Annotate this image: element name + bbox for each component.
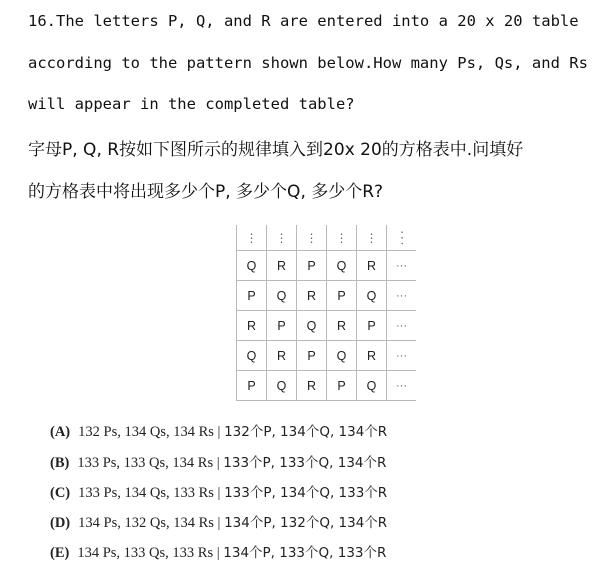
grid-cell: Q	[297, 311, 327, 341]
choice-separator: |	[217, 485, 221, 501]
grid-cell: P	[327, 281, 357, 311]
pattern-table	[236, 225, 416, 401]
question-cn-line-2: 的方格表中将出现多少个P, 多少个Q, 多少个R?	[28, 182, 384, 202]
choice-separator: |	[217, 424, 221, 440]
diagdots-cell	[387, 225, 417, 251]
choice-e	[50, 541, 386, 562]
grid-cell: Q	[237, 251, 267, 281]
grid-cell: P	[297, 251, 327, 281]
ellipsis-cell: ···	[387, 311, 417, 341]
ellipsis-cell: ···	[387, 281, 417, 311]
ellipsis-cell: ···	[387, 371, 417, 401]
table-row-dots	[237, 225, 417, 251]
question-line-2: according to the pattern shown below.How many Ps, Qs, and Rs	[28, 54, 588, 72]
grid-cell: R	[327, 311, 357, 341]
choice-c	[50, 481, 387, 502]
vdots-cell: ⋮	[297, 225, 327, 251]
choice-separator: |	[216, 455, 220, 471]
grid-cell: Q	[267, 371, 297, 401]
choice-letter: (D)	[50, 515, 71, 531]
choice-letter: (A)	[50, 424, 71, 440]
grid-cell: P	[267, 311, 297, 341]
grid-cell: R	[297, 281, 327, 311]
grid-cell: P	[357, 311, 387, 341]
grid-cell: P	[327, 371, 357, 401]
choice-english: 134 Ps, 132 Qs, 134 Rs	[78, 515, 214, 531]
choice-chinese: 133个P, 133个Q, 134个R	[223, 455, 387, 471]
grid-cell: R	[357, 341, 387, 371]
question-cn-line-1: 字母P, Q, R按如下图所示的规律填入到20x 20的方格表中.问填好	[28, 140, 524, 160]
choice-chinese: 134个P, 132个Q, 134个R	[224, 515, 388, 531]
grid-cell: Q	[237, 341, 267, 371]
grid-cell: Q	[327, 341, 357, 371]
choice-english: 134 Ps, 133 Qs, 133 Rs	[77, 545, 214, 561]
choice-separator: |	[216, 545, 220, 561]
grid-cell: Q	[267, 281, 297, 311]
vdots-cell: ⋮	[357, 225, 387, 251]
choice-english: 133 Ps, 133 Qs, 134 Rs	[77, 455, 214, 471]
vdots-cell: ⋮	[327, 225, 357, 251]
question-line-1: 16.The letters P, Q, and R are entered into a 20 x 20 table	[28, 12, 579, 30]
table-row	[237, 371, 417, 401]
grid-cell: P	[237, 371, 267, 401]
grid-cell: R	[297, 371, 327, 401]
grid-cell: Q	[357, 281, 387, 311]
vdots-cell: ⋮	[267, 225, 297, 251]
question-line-3: will appear in the completed table?	[28, 95, 355, 113]
choice-a	[50, 420, 387, 441]
choice-d	[50, 511, 387, 532]
choice-english: 132 Ps, 134 Qs, 134 Rs	[78, 424, 214, 440]
choice-english: 133 Ps, 134 Qs, 133 Rs	[78, 485, 214, 501]
grid-cell: P	[237, 281, 267, 311]
choice-chinese: 134个P, 133个Q, 133个R	[223, 545, 387, 561]
choice-separator: |	[217, 515, 221, 531]
table-row	[237, 251, 417, 281]
vdots-cell: ⋮	[237, 225, 267, 251]
choice-chinese: 132个P, 134个Q, 134个R	[224, 424, 388, 440]
choice-letter: (B)	[50, 455, 70, 471]
choice-letter: (C)	[50, 485, 71, 501]
grid-cell: R	[237, 311, 267, 341]
table-row	[237, 341, 417, 371]
ellipsis-cell: ···	[387, 251, 417, 281]
table-row	[237, 311, 417, 341]
grid-cell: R	[357, 251, 387, 281]
ellipsis-cell: ···	[387, 341, 417, 371]
grid-cell: R	[267, 341, 297, 371]
grid-cell: Q	[357, 371, 387, 401]
grid-cell: R	[267, 251, 297, 281]
grid-cell: P	[297, 341, 327, 371]
diagonal-dots: ⋰	[392, 228, 411, 247]
grid-cell: Q	[327, 251, 357, 281]
choice-chinese: 133个P, 134个Q, 133个R	[224, 485, 388, 501]
table-row	[237, 281, 417, 311]
choice-b	[50, 451, 386, 472]
choice-letter: (E)	[50, 545, 70, 561]
